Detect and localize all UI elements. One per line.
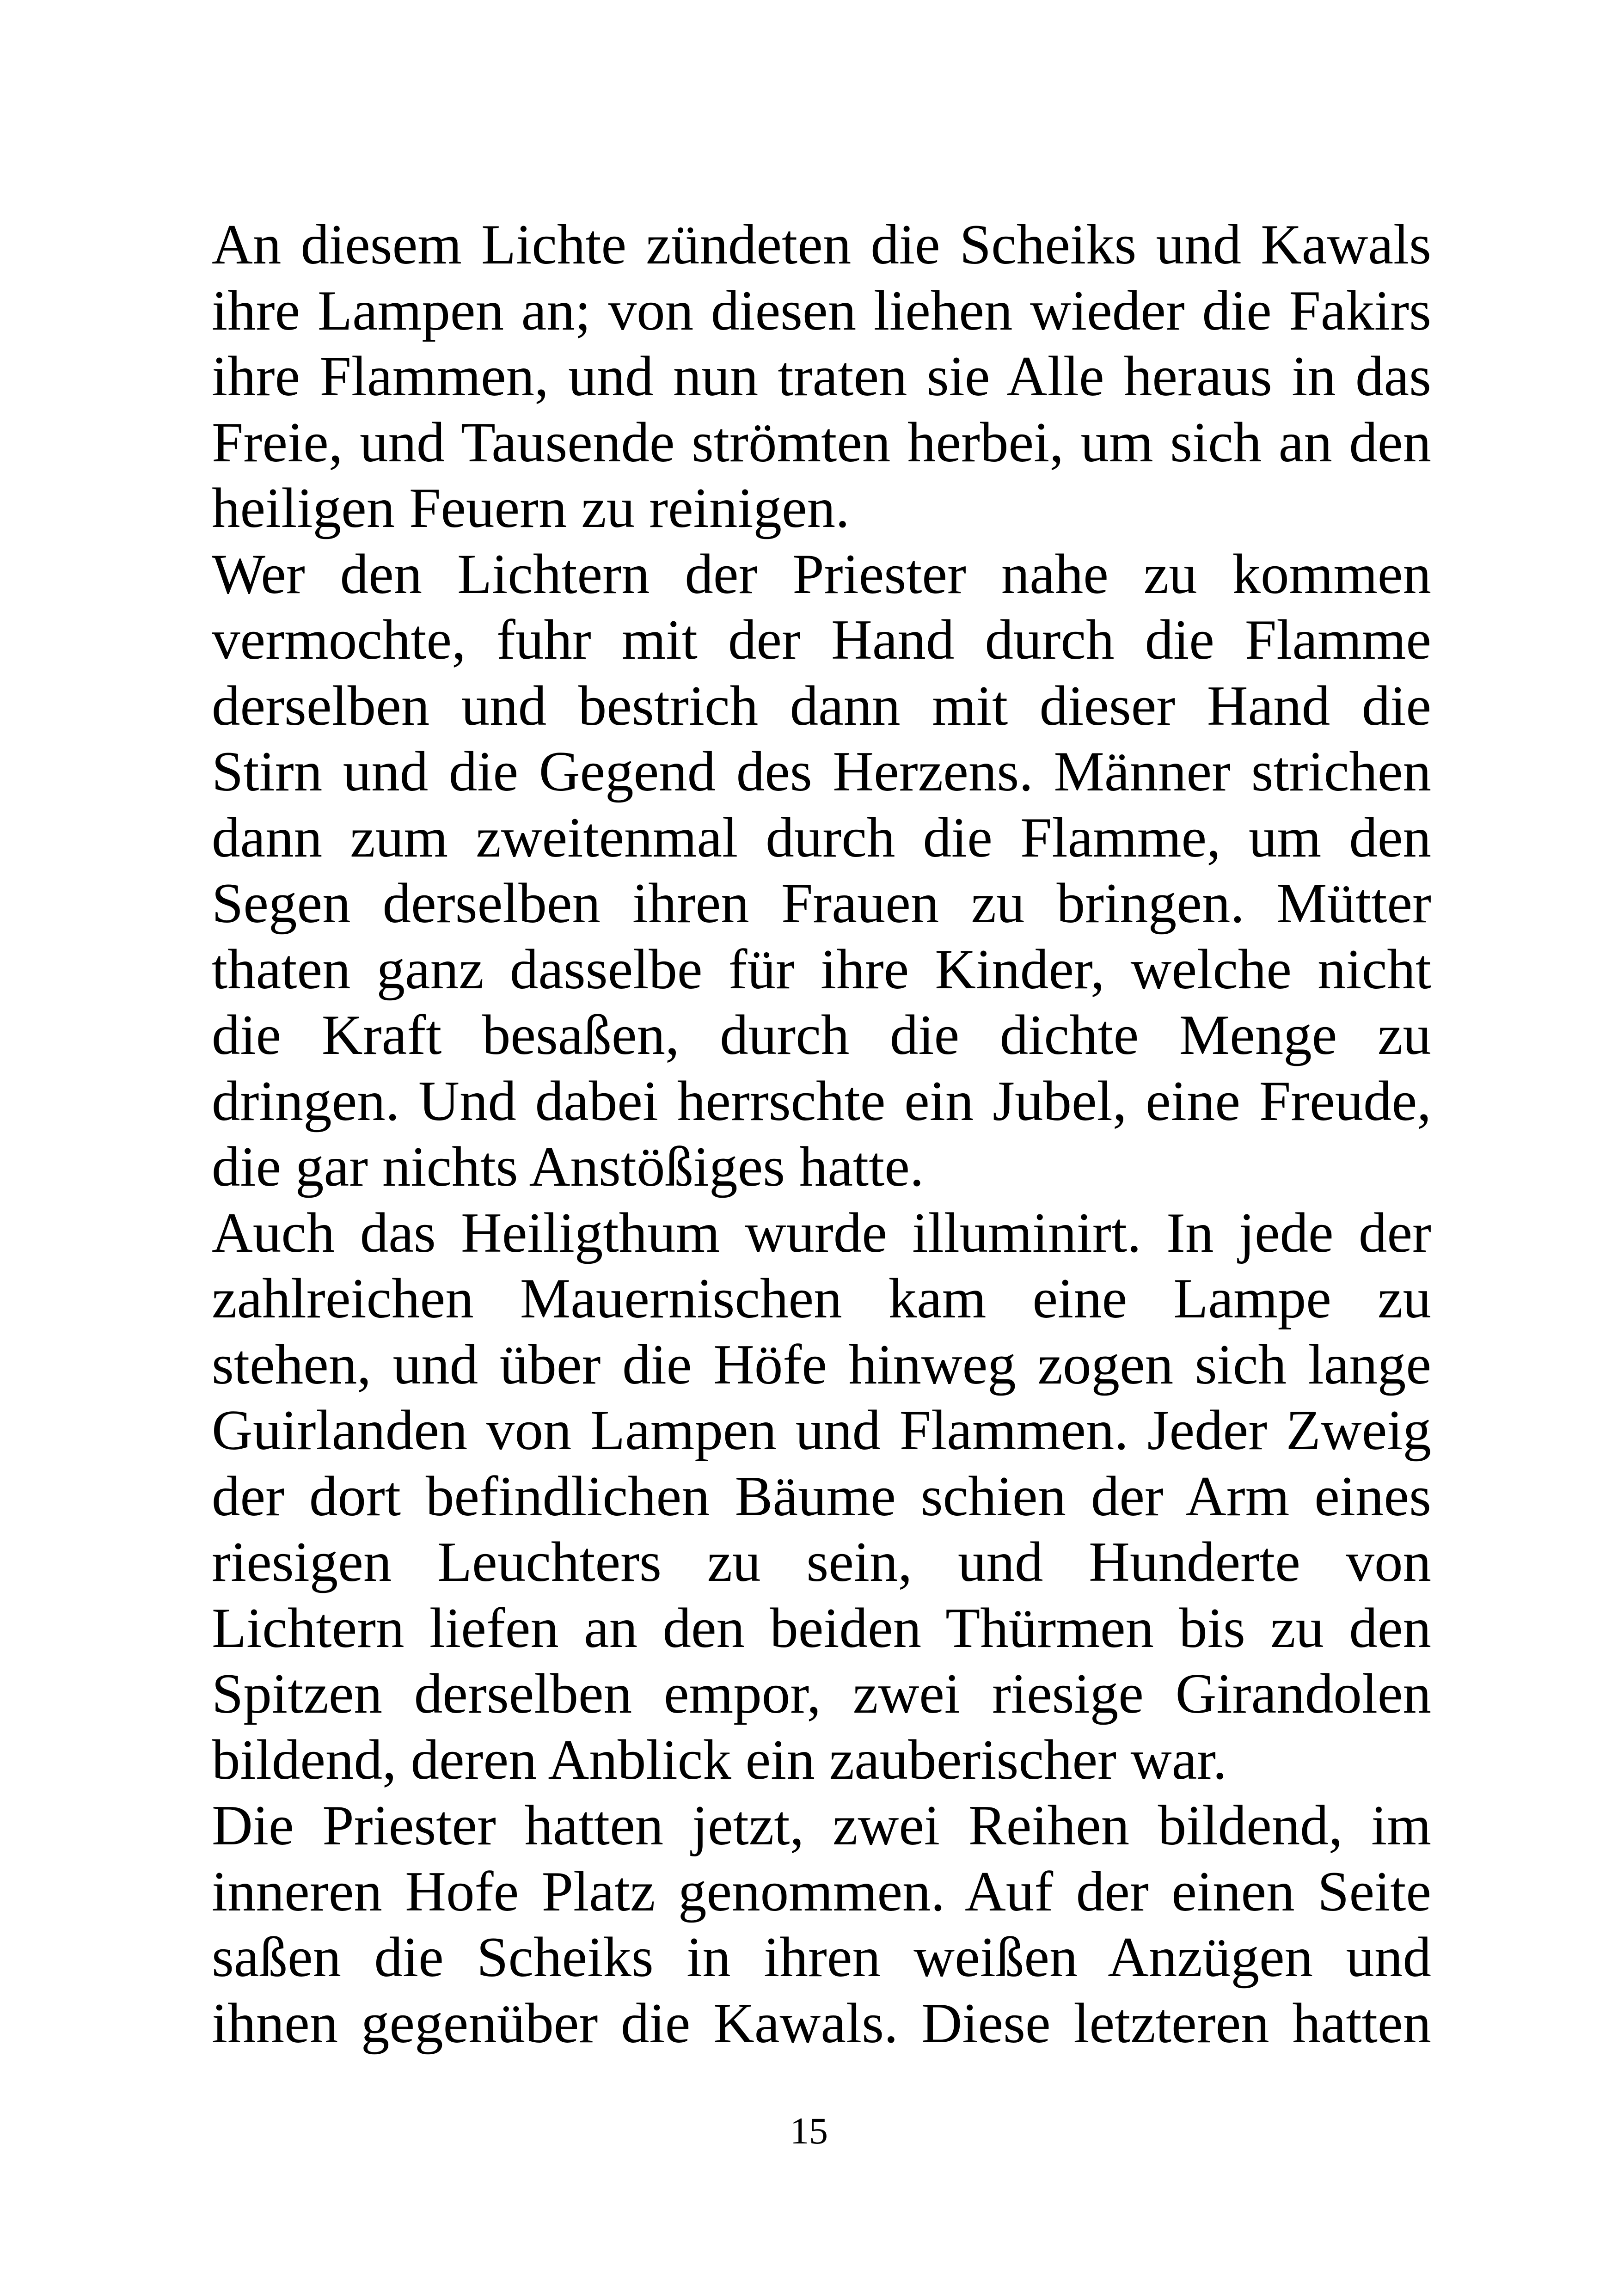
text-line: Segen derselben ihren Frauen zu bringen. Mütter [212,871,1431,935]
text-line: Auch das Heiligthum wurde illuminirt. In jede der [212,1200,1431,1264]
paragraph [212,541,1431,1200]
text-line: stehen, und über die Höfe hinweg zogen sich lange [212,1332,1431,1396]
text-line: ihnen gegenüber die Kawals. Diese letzteren hatten [212,1991,1431,2055]
page-number: 15 [790,2110,828,2152]
text-line: Wer den Lichtern der Priester nahe zu kommen [212,542,1431,606]
paragraph [212,1200,1431,1793]
text-line: Freie, und Tausende strömten herbei, um sich an den [212,410,1431,474]
text-line: zahlreichen Mauernischen kam eine Lampe zu [212,1267,1431,1330]
text-line: ihre Lampen an; von diesen liehen wieder die Fakirs [212,278,1431,342]
text-line: Lichtern liefen an den beiden Thürmen bis zu den [212,1596,1431,1659]
text-line: dringen. Und dabei herrschte ein Jubel, eine Freude, [212,1069,1431,1133]
text-line: Stirn und die Gegend des Herzens. Männer strichen [212,740,1431,803]
text-line: die gar nichts Anstößiges hatte. [212,1135,924,1198]
text-line: Die Priester hatten jetzt, zwei Reihen bildend, im [212,1794,1431,1857]
text-line: inneren Hofe Platz genommen. Auf der einen Seite [212,1859,1431,1923]
text-line: der dort befindlichen Bäume schien der Arm eines [212,1464,1431,1528]
paragraph [212,212,1431,541]
text-line: bildend, deren Anblick ein zauberischer war. [212,1727,1227,1791]
text-line: vermochte, fuhr mit der Hand durch die Flamme [212,608,1431,671]
text-line: Guirlanden von Lampen und Flammen. Jeder Zweig [212,1398,1431,1462]
text-line: ihre Flammen, und nun traten sie Alle heraus in das [212,344,1431,408]
text-line: die Kraft besaßen, durch die dichte Menge zu [212,1003,1431,1066]
text-line: derselben und bestrich dann mit dieser Hand die [212,673,1431,737]
text-line: Spitzen derselben empor, zwei riesige Girandolen [212,1662,1431,1725]
text-line: heiligen Feuern zu reinigen. [212,476,850,539]
text-line: thaten ganz dasselbe für ihre Kinder, welche nicht [212,937,1431,1001]
text-line: An diesem Lichte zündeten die Scheiks und Kawals [212,213,1431,276]
body-text [212,212,1431,2056]
text-line: dann zum zweitenmal durch die Flamme, um den [212,805,1431,869]
text-line: saßen die Scheiks in ihren weißen Anzügen und [212,1925,1431,1989]
text-line: riesigen Leuchters zu sein, und Hunderte von [212,1530,1431,1593]
paragraph [212,1793,1431,2056]
